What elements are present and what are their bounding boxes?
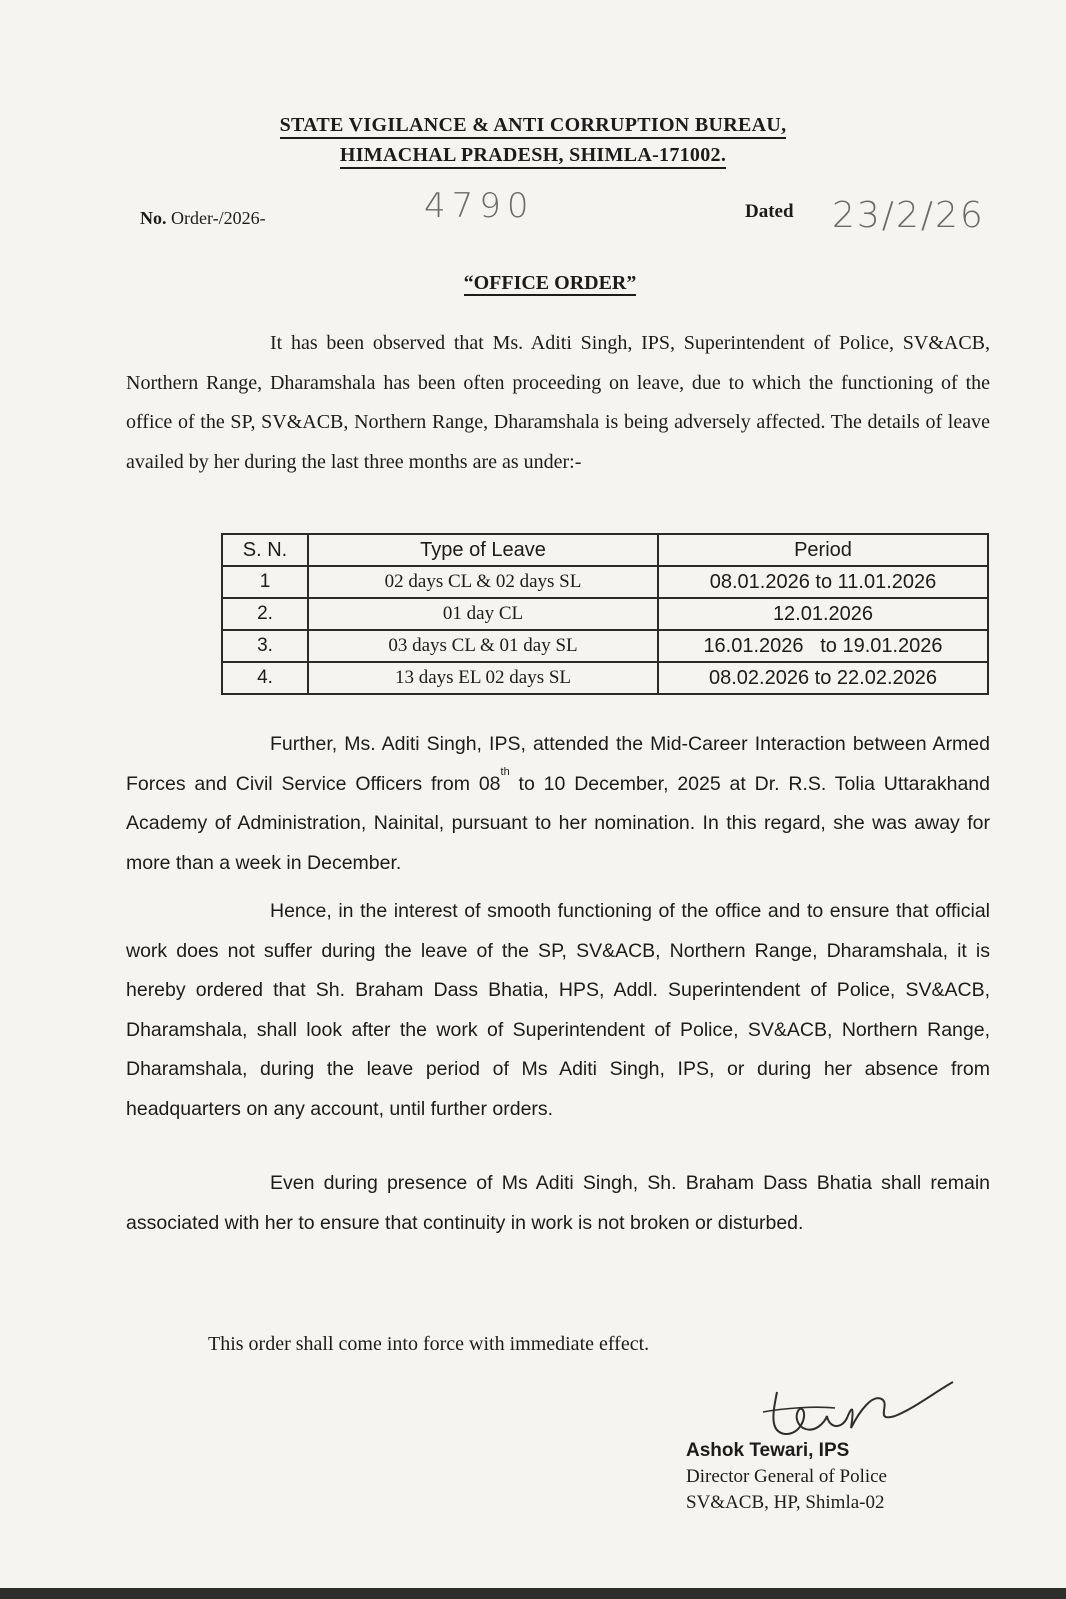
order-title: “OFFICE ORDER” (463, 272, 637, 294)
paragraph-leave-observation: It has been observed that Ms. Aditi Singh, IPS, Superintendent of Police, SV&ACB, Northern Range, Dharamshala has been often proceeding on leave, due to which the functioning of the office of the SP, SV&ACB, Northern Range, Dharamshala is being adversely affected. The details of leave availed by her during the last three months are as under:- (126, 332, 990, 473)
table-row (222, 566, 988, 598)
column-header-type: Type of Leave (308, 534, 658, 566)
effective-statement: This order shall come into force with immediate effect. (208, 1333, 650, 1355)
paragraph-charge-order: Hence, in the interest of smooth functioning of the office and to ensure that official work does not suffer during the leave of the SP, SV&ACB, Northern Range, Dharamshala, it is hereby ordered that Sh. Braham Dass Bhatia, HPS, Addl. Superintendent of Police, SV&ACB, Dharamshala, shall look after the work of Superintendent of Police, SV&ACB, Northern Range, Dharamshala, during the leave period of Ms Aditi Singh, IPS, or during her absence from headquarters on any account, until further orders. (126, 900, 990, 1120)
column-header-period: Period (658, 534, 988, 566)
paragraph-association: Even during presence of Ms Aditi Singh, Sh. Braham Dass Bhatia shall remain associated with her to ensure that continuity in work is not broken or disturbed. (126, 1172, 990, 1234)
signatory-name: Ashok Tewari, IPS (686, 1440, 850, 1461)
leave-details-table (221, 533, 989, 695)
cell-period: 08.02.2026 to 22.02.2026 (658, 662, 988, 694)
handwritten-date: 23/2/26 (832, 195, 985, 236)
bureau-name-heading: STATE VIGILANCE & ANTI CORRUPTION BUREAU, (0, 114, 1066, 137)
table-row (222, 630, 988, 662)
cell-leave-type: 01 day CL (308, 598, 658, 630)
cell-leave-type: 02 days CL & 02 days SL (308, 566, 658, 598)
cell-period: 12.01.2026 (658, 598, 988, 630)
bureau-address-heading: HIMACHAL PRADESH, SHIMLA-171002. (0, 144, 1066, 167)
cell-period: 16.01.2026 to 19.01.2026 (658, 630, 988, 662)
dated-label: Dated (745, 201, 794, 222)
cell-leave-type: 03 days CL & 01 day SL (308, 630, 658, 662)
cell-sn: 1 (222, 566, 308, 598)
order-number-prefix: Order-/2026- (171, 208, 266, 228)
table-row (222, 662, 988, 694)
order-number-label: No. (140, 208, 167, 228)
signatory-designation: Director General of Police (686, 1466, 887, 1487)
cell-sn: 4. (222, 662, 308, 694)
signatory-office: SV&ACB, HP, Shimla-02 (686, 1492, 885, 1513)
handwritten-order-number: 4790 (424, 186, 535, 226)
cell-sn: 3. (222, 630, 308, 662)
bottom-edge-bar (0, 1588, 1066, 1599)
table-header-row (222, 534, 988, 566)
signatory-block (686, 1438, 887, 1516)
cell-period: 08.01.2026 to 11.01.2026 (658, 566, 988, 598)
table-row (222, 598, 988, 630)
paragraph-mid-career-interaction: Further, Ms. Aditi Singh, IPS, attended the Mid-Career Interaction between Armed Forces and Civil Service Officers from 08th to 10 December, 2025 at Dr. R.S. Tolia Uttarakhand Academy of Administration, Nainital, pursuant to her nomination. In this regard, she was away for more than a week in December. (126, 733, 990, 874)
order-number-line (140, 208, 266, 229)
cell-sn: 2. (222, 598, 308, 630)
cell-leave-type: 13 days EL 02 days SL (308, 662, 658, 694)
column-header-sn: S. N. (222, 534, 308, 566)
